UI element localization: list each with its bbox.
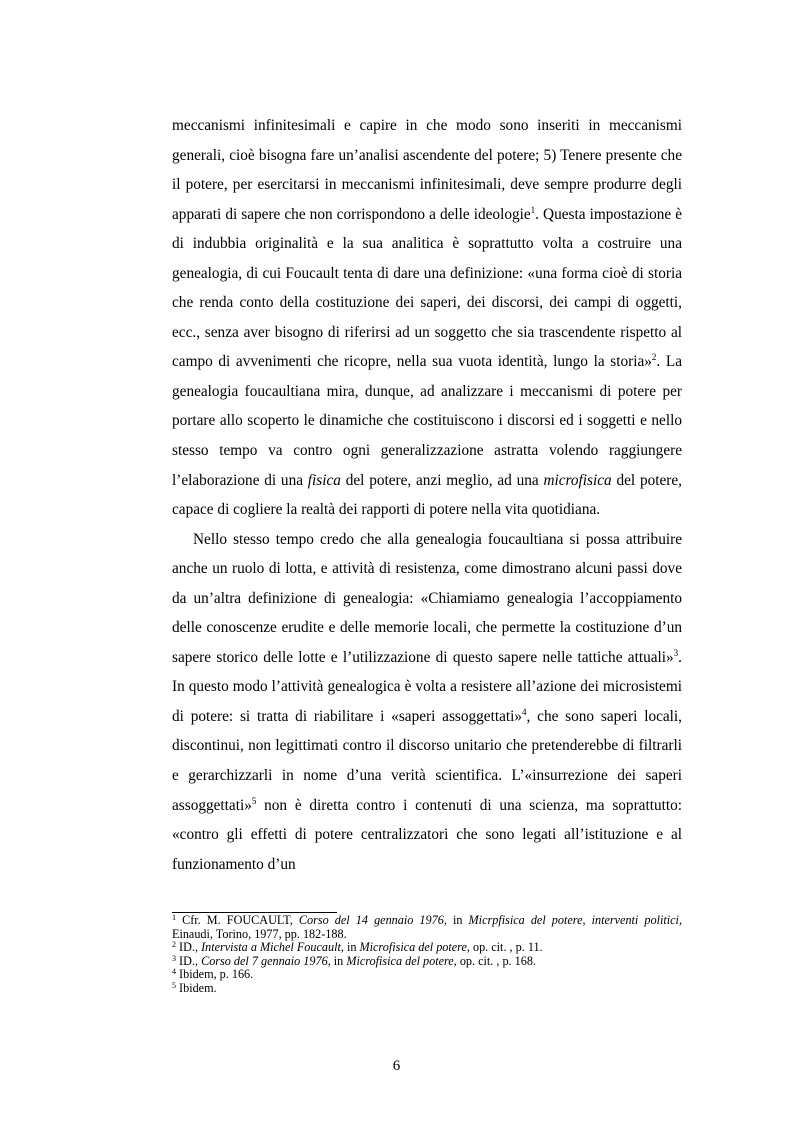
footnote-number: 5: [172, 980, 176, 990]
footnote-text: ID.,: [179, 953, 202, 968]
footnote-ref-5[interactable]: 5: [251, 795, 257, 806]
text-run: . Questa impostazione è di indubbia originalità e la sua analitica è soprattutto volta a costruire una genealogia, di cui Foucault tenta di dare una definizione: «una forma cioè di storia che renda conto della costituzione dei saperi, dei discorsi, dei campi di oggetti, ecc., senza aver bisogno di riferirsi ad un soggetto che sia trascendente rispetto al campo di avvenimenti che ricopre, nella sua vuota identità, lungo la storia»: [172, 205, 682, 371]
footnote-text: , in: [443, 913, 469, 927]
footnote-number: 1: [172, 913, 176, 922]
footnote-number: 2: [172, 940, 176, 950]
text-run: del potere, anzi meglio, ad una: [340, 471, 544, 489]
footnote-text: Cfr. M. FOUCAULT,: [182, 913, 299, 927]
footnote-text: , in: [327, 953, 347, 968]
footnote-title: Micrpfisica del potere, interventi politici,: [468, 913, 682, 927]
footnote-ref-1[interactable]: 1: [530, 204, 536, 215]
footnote-text: ID.,: [179, 940, 202, 955]
footnote-ref-4[interactable]: 4: [522, 706, 527, 717]
footnote-text: Ibidem.: [179, 980, 217, 995]
text-run: non è diretta contro i contenuti di una scienza, ma soprattutto: «contro gli effetti di potere centralizzatori che sono legati all’istituzione e al funzionamento d’un: [172, 796, 682, 873]
footnote-number: 4: [172, 967, 176, 977]
footnote-text: , op. cit. , p. 168.: [453, 953, 536, 968]
footnote-title: Corso del 7 gennaio 1976: [201, 953, 328, 968]
text-run: . In questo modo l’attività genealogica è volta a resistere all’azione dei microsistemi di potere: si tratta di riabilitare i «saperi assoggettati»: [172, 648, 682, 725]
page-number: 6: [392, 1058, 401, 1074]
footnote-title: Corso del 14 gennaio 1976: [298, 913, 444, 927]
footnote-title: Microfisica del potere,: [359, 940, 470, 955]
footnote-4: [172, 968, 682, 982]
body-text: [172, 111, 682, 879]
footnote-ref-2[interactable]: 2: [651, 352, 657, 363]
emphasis: microfisica: [543, 471, 612, 489]
footnote-text: op. cit. , p. 11.: [469, 940, 543, 955]
paragraph-1: [172, 111, 682, 525]
footnote-text: Einaudi, Torino, 1977, pp. 182-188.: [172, 926, 347, 941]
text-run: Nello stesso tempo credo che alla genealogia foucaultiana si possa attribuire anche un ruolo di lotta, e attività di resistenza, come dimostrano alcuni passi dove da un’altra definizione di genealogia: «Chiamiamo genealogia l’accoppiamento delle conoscenze erudite e delle memorie locali, che permette la costituzione d’un sapere storico delle lotte e l’utilizzazione di questo sapere nelle tattiche attuali»: [172, 530, 682, 666]
footnotes: [172, 914, 682, 996]
text-run: . La genealogia foucaultiana mira, dunque, ad analizzare i meccanismi di potere per portare allo scoperto le dinamiche che costituiscono i discorsi ed i soggetti e nello stesso tempo va contro ogni generalizzazione astratta volendo raggiungere l’elaborazione di una: [172, 353, 682, 489]
text-run: del potere, capace di cogliere la realtà dei rapporti di potere nella vita quotidiana.: [172, 471, 682, 519]
emphasis: fisica: [307, 471, 341, 489]
text-run: , che sono saperi locali, discontinui, non legittimati contro il discorso unitario che pretenderebbe di filtrarli e gerarchizzarli in nome d’una verità scientifica. L’«insurrezione dei saperi assoggettati»: [172, 707, 682, 814]
text-run: meccanismi infinitesimali e capire in che modo sono inseriti in meccanismi generali, cioè bisogna fare un’analisi ascendente del potere; 5) Tenere presente che il potere, per esercitarsi in meccanismi infinitesimali, deve sempre produrre degli apparati di sapere che non corrispondono a delle ideologie: [172, 117, 682, 223]
footnote-text: Ibidem, p. 166.: [179, 967, 254, 982]
footnote-title: Intervista a Michel Foucault: [201, 940, 341, 955]
footnote-text: , in: [340, 940, 360, 955]
footnote-5: [172, 982, 682, 996]
footnote-3: [172, 955, 682, 969]
footnote-2: [172, 941, 682, 955]
footnote-number: 3: [172, 953, 176, 963]
paragraph-2: [172, 525, 682, 880]
footnote-ref-3[interactable]: 3: [673, 647, 679, 658]
footnote-1: [172, 914, 682, 941]
footnote-title: Microfisica del potere: [346, 953, 454, 968]
